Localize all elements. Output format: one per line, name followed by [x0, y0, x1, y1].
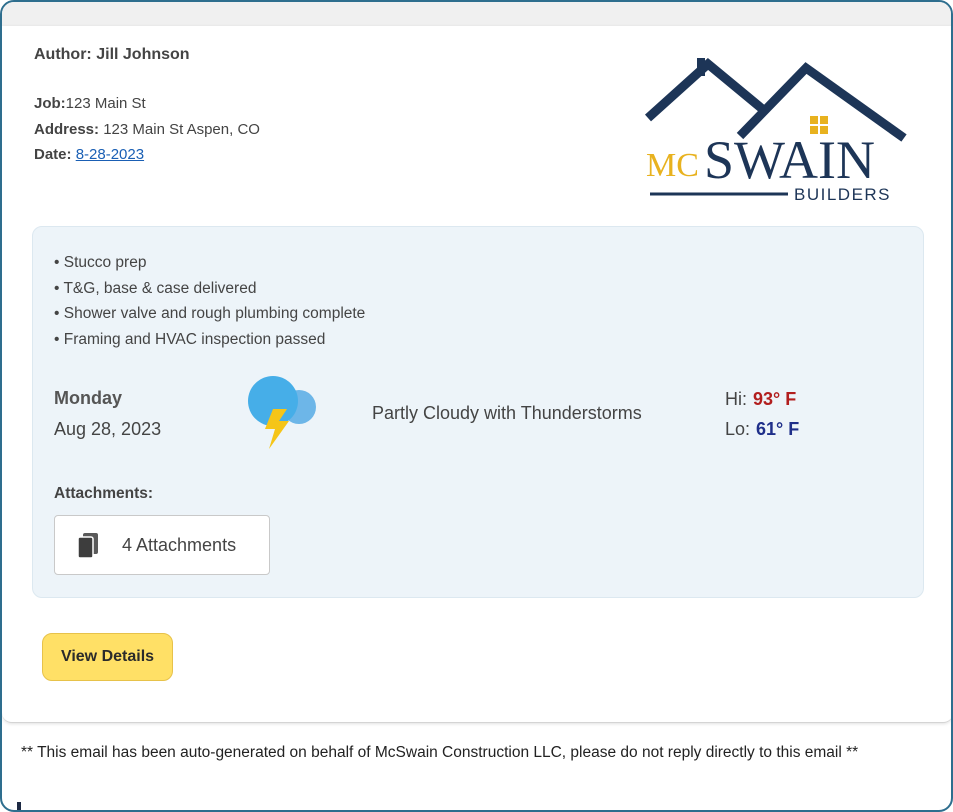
temp-high-label: Hi: [725, 389, 747, 409]
weather-day: Monday [54, 388, 123, 408]
author-name: Jill Johnson [96, 46, 190, 63]
logo-swain-text: SWAIN [704, 130, 875, 190]
temp-high-value: 93° F [753, 389, 797, 409]
job-line [34, 95, 146, 112]
top-strip [2, 2, 951, 26]
weather-date: Aug 28, 2023 [54, 419, 162, 439]
log-details-panel [32, 226, 924, 598]
list-item: • T&G, base & case delivered [54, 276, 365, 302]
date-label: Date: [34, 146, 72, 163]
text-cursor [17, 802, 21, 812]
cloud-thunderstorm-icon [243, 373, 321, 451]
mcswain-builders-logo [642, 54, 914, 206]
author-label: Author: [34, 46, 92, 63]
address-line [34, 121, 260, 138]
temp-low [725, 419, 799, 440]
auto-generated-disclaimer: ** This email has been auto-generated on behalf of McSwain Construction LLC, please do not reply directly to this email ** [21, 744, 859, 761]
list-item: • Framing and HVAC inspection passed [54, 327, 365, 353]
temp-low-label: Lo: [725, 419, 751, 439]
work-notes-list [54, 250, 365, 352]
weather-condition: Partly Cloudy with Thunderstorms [372, 403, 642, 423]
job-label: Job: [34, 95, 66, 112]
address-value: 123 Main St Aspen, CO [103, 121, 260, 138]
temp-low-value: 61° F [756, 419, 800, 439]
list-item: • Shower valve and rough plumbing complete [54, 301, 365, 327]
view-details-button[interactable]: View Details [42, 633, 173, 681]
address-label: Address: [34, 121, 100, 138]
job-value: 123 Main St [65, 95, 146, 112]
date-link[interactable]: 8-28-2023 [75, 146, 145, 163]
logo-builders-text: BUILDERS [794, 185, 892, 204]
date-line [34, 146, 144, 163]
daily-log-card [2, 26, 953, 723]
attachments-label: Attachments: [54, 485, 154, 502]
attachments-button[interactable] [54, 515, 270, 575]
logo-mc-text: MC [646, 147, 699, 184]
temp-high [725, 389, 796, 410]
attachments-count: 4 Attachments [122, 535, 237, 555]
document-stack-icon [77, 533, 99, 559]
list-item: • Stucco prep [54, 250, 365, 276]
author-line [34, 46, 190, 64]
